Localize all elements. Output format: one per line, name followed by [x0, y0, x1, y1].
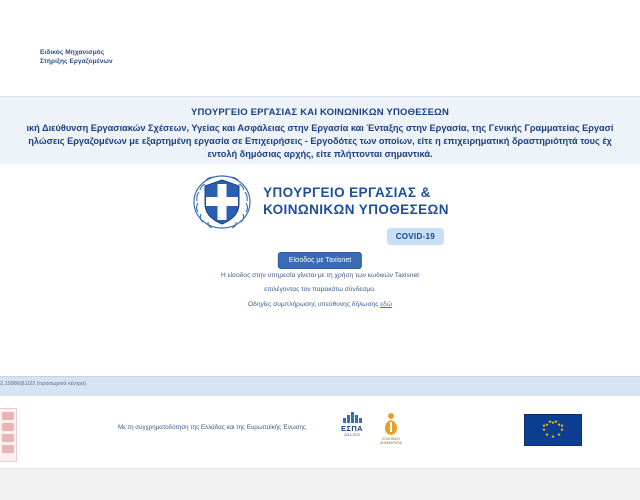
- side-strip-item: [2, 434, 14, 442]
- greek-coat-of-arms-icon: [191, 170, 253, 232]
- banner-text-line-1: ική Διεύθυνση Εργασιακών Σχέσεων, Υγείας και Ασφάλειας στην Εργασία και Ένταξης στην Εργασία, της Γενικής Γραμματείας Εργασί: [26, 123, 614, 133]
- banner-text-line-2: ηλώσεις Εργαζομένων με εξαρτημένη εργασία σε Επιχειρήσεις - Εργοδότες των οποίων, είτε η επιχειρηματική δραστηριότητά τους έχ: [28, 136, 612, 146]
- side-notification-strip[interactable]: [0, 408, 17, 462]
- covid-badge[interactable]: COVID-19: [387, 228, 444, 245]
- side-strip-item: [2, 423, 14, 431]
- european-union-flag-icon: [524, 414, 582, 446]
- side-strip-item: [2, 412, 14, 420]
- side-strip-item: [2, 445, 14, 453]
- info-text-line-2: επιλέγοντας τον παρακάτω σύνδεσμο.: [264, 286, 376, 293]
- brand-title: [40, 48, 113, 66]
- banner-text-line-3: εντολή δημόσιας αρχής, είτε πλήττονται σημαντικά.: [207, 149, 433, 159]
- site-footer: [0, 396, 640, 468]
- ministry-logo-text: [263, 184, 449, 218]
- hellenic-republic-icon: [381, 412, 401, 436]
- main-content: [0, 164, 640, 376]
- lower-status-bar: [0, 376, 640, 397]
- hellenic-republic-sub-label: ΕΛΛΗΝΙΚΗ ΔΗΜΟΚΡΑΤΙΑ: [380, 437, 402, 445]
- lower-status-text: 2.10986/β1/22 (προσωρινό κέντρο): [0, 381, 87, 387]
- espa-logo: [330, 412, 374, 446]
- brand-line-2: Στήριξης Εργαζομένων: [40, 58, 113, 65]
- instructions-link[interactable]: εδώ: [380, 301, 392, 308]
- espa-sub-label: 2014-2020: [343, 433, 361, 437]
- taxisnet-login-button[interactable]: Είσοδος με Taxisnet: [278, 252, 362, 269]
- ministry-logo-line-1: ΥΠΟΥΡΓΕΙΟ ΕΡΓΑΣΙΑΣ &: [263, 185, 431, 200]
- bottom-strip: [0, 468, 640, 500]
- info-text-line-3: [0, 301, 640, 308]
- instructions-text: Οδηγίες συμπλήρωσης υπεύθυνης δήλωσης: [248, 301, 381, 308]
- brand-line-1: Ειδικός Μηχανισμός: [40, 49, 105, 56]
- hellenic-republic-logo: [378, 412, 404, 446]
- ministry-logo-line-2: ΚΟΙΝΩΝΙΚΩΝ ΥΠΟΘΕΣΕΩΝ: [263, 202, 449, 217]
- site-header: [0, 0, 640, 96]
- announcement-banner: [0, 96, 640, 166]
- banner-title: ΥΠΟΥΡΓΕΙΟ ΕΡΓΑΣΙΑΣ ΚΑΙ ΚΟΙΝΩΝΙΚΩΝ ΥΠΟΘΕΣΕΩΝ: [190, 107, 450, 118]
- cofinance-text: Με τη συγχρηματοδότηση της Ελλάδας και της Ευρωπαϊκής Ένωσης: [118, 424, 306, 431]
- espa-bars-icon: [330, 412, 374, 423]
- ministry-logo: [0, 170, 640, 232]
- eu-stars: ★ ★ ★ ★ ★ ★ ★ ★ ★ ★ ★ ★: [542, 419, 565, 439]
- espa-label: ΕΣΠΑ: [341, 424, 363, 433]
- info-text-line-1: Η είσοδος στην υπηρεσία γίνεται με τη χρήση των κωδικών Taxisnet: [221, 272, 419, 279]
